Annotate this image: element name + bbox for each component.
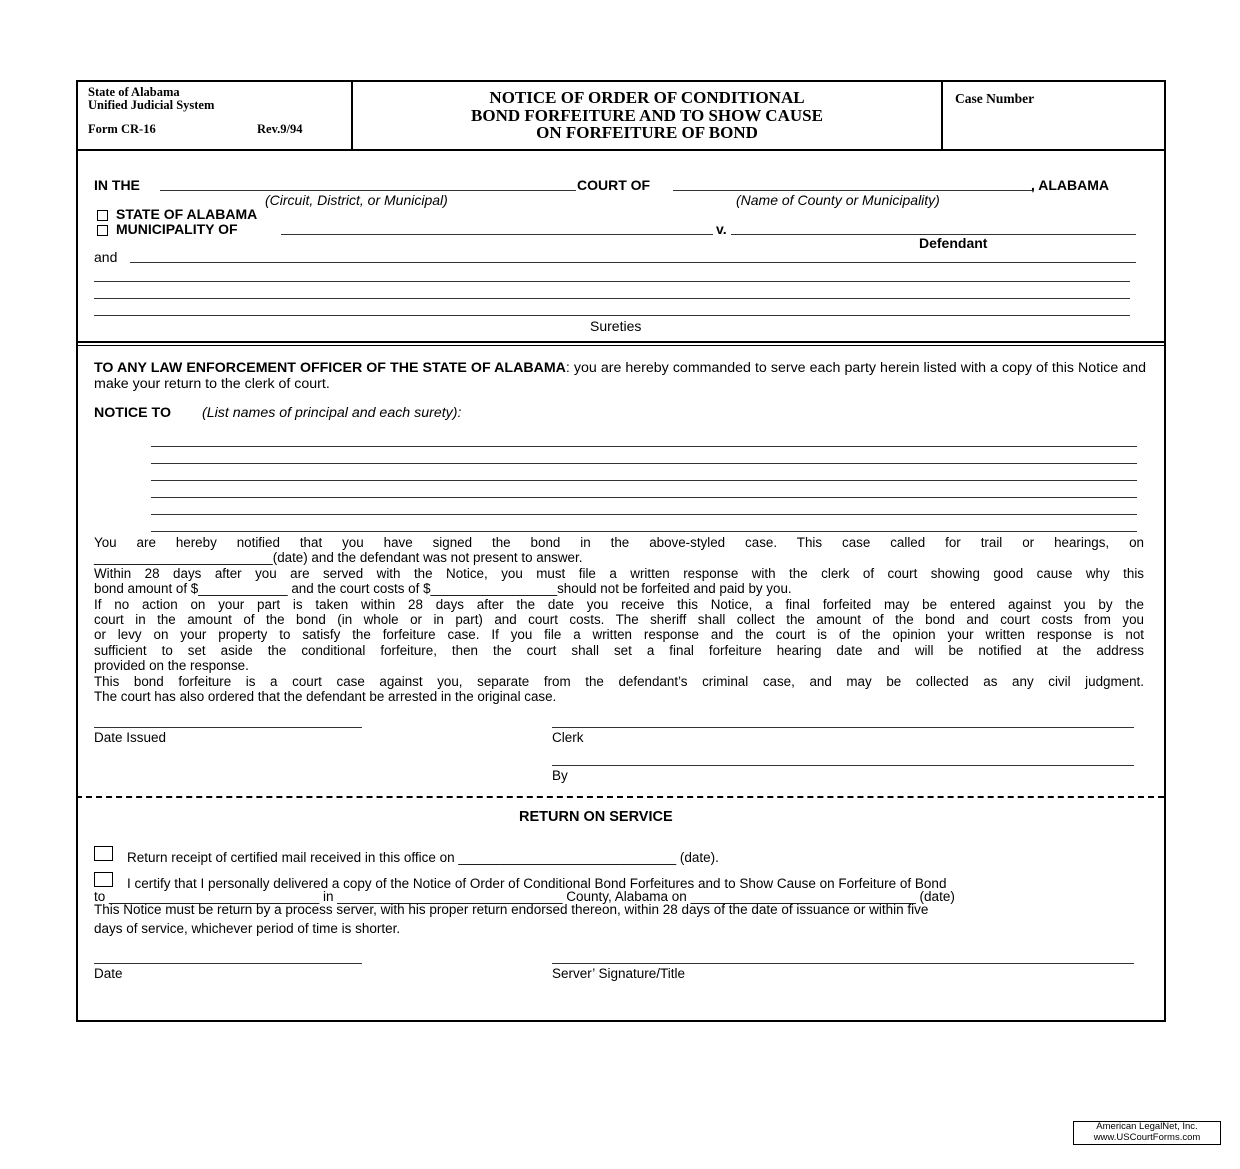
publisher-badge [1073,1121,1221,1145]
versus-label: v. [716,221,727,237]
body-line-1a: You are hereby notified that you have signed the bond in the above-styled case. This case called for trail or hearings, on [94,535,1144,550]
court-type-hint: (Circuit, District, or Municipal) [265,192,448,208]
notice-body [94,535,1144,704]
defendant-label: Defendant [919,235,988,251]
and-label: and [94,249,118,265]
in-the-label: IN THE [94,177,140,193]
header-bottom-rule [76,149,1164,151]
personal-delivery-checkbox[interactable] [94,872,113,887]
notice-name-field-4[interactable] [151,497,1137,498]
server-signature-field[interactable] [552,963,1134,964]
caption-bottom-rule [76,341,1164,343]
surety-field-4[interactable] [94,315,1130,316]
municipality-field[interactable] [281,234,713,235]
form-title [353,89,941,142]
by-label: By [552,768,568,783]
surety-field-1[interactable] [130,262,1136,263]
state-label: State of Alabama [88,85,180,99]
personal-delivery-text: I certify that I personally delivered a copy of the Notice of Order of Conditional Bond Forfeitures and to Show Cause on Forfeiture of Bond [127,876,947,891]
return-date-label: Date [94,966,123,981]
clerk-signature-field[interactable] [552,727,1134,728]
command-lead: TO ANY LAW ENFORCEMENT OFFICER OF THE STATE OF ALABAMA [94,360,566,376]
body-line-3d: sufficient to set aside the conditional forfeiture, then the court shall set a final forfeiture hearing date and will be notified at the address [94,642,1144,658]
surety-field-3[interactable] [94,298,1130,299]
header-divider-right [941,80,943,150]
return-instruction-1: This Notice must be return by a process server, with his proper return endorsed thereon, within 28 days of the date of issuance or within five [94,902,929,917]
body-line-3c: or levy on your property to satisfy the forfeiture case. If you file a written response and the court is of the opinion your written response is not [94,627,1144,643]
court-of-label: COURT OF [577,177,651,193]
date-issued-label: Date Issued [94,730,167,745]
certified-mail-text: Return receipt of certified mail received in this office on _____________________________ (date). [127,850,719,865]
county-field[interactable] [673,190,1033,191]
body-line-4a: This bond forfeiture is a court case against you, separate from the defendant’s criminal case, and may be collected as any civil judgment. [94,673,1144,689]
by-signature-field[interactable] [552,765,1134,766]
title-line-3: ON FORFEITURE OF BOND [536,123,758,142]
notice-name-field-6[interactable] [151,531,1137,532]
clerk-label: Clerk [552,730,584,745]
publisher-name: American LegalNet, Inc. [1096,1121,1198,1132]
personal-delivery-to-line: to ____________________________ in ______________________________ County, Alabama on ______________________________ (date) [94,889,955,904]
command-text: : you are hereby commanded to serve each party herein listed with a copy of this Notice and make your return to the clerk of court. [94,360,1147,392]
case-number-label: Case Number [955,91,1035,106]
county-hint: (Name of County or Municipality) [736,192,940,208]
revision: Rev.9/94 [257,122,303,136]
title-line-2: BOND FORFEITURE AND TO SHOW CAUSE [471,105,823,125]
date-issued-field[interactable] [94,727,362,728]
body-line-3a: If no action on your part is taken within 28 days after the date you receive this Notice, a final forfeited may be entered against you by the [94,596,1144,612]
notice-name-field-5[interactable] [151,514,1137,515]
court-type-field[interactable] [160,190,576,191]
notice-name-field-3[interactable] [151,480,1137,481]
municipality-checkbox[interactable] [97,225,108,236]
server-signature-label: Server’ Signature/Title [552,966,686,981]
return-date-field[interactable] [94,963,362,964]
body-line-2a: Within 28 days after you are served with the Notice, you must file a written response with the clerk of court showing good cause why this [94,565,1144,581]
state-checkbox[interactable] [97,210,108,221]
body-line-2b: bond amount of $____________ and the court costs of $_________________should not be forfeited and paid by you. [94,581,792,597]
notice-to-hint: (List names of principal and each surety): [202,405,462,421]
body-line-3b: court in the amount of the bond (in whole or in part) and court costs. The sheriff shall collect the amount of the bond and court costs from you [94,612,1144,628]
municipality-option-label: MUNICIPALITY OF [116,221,238,237]
form-number: Form CR-16 [88,122,156,136]
surety-field-2[interactable] [94,281,1130,282]
system-label: Unified Judicial System [88,98,215,112]
body-line-3e: provided on the response. [94,658,249,674]
return-instruction-2: days of service, whichever period of time is shorter. [94,921,401,936]
alabama-label: , ALABAMA [1031,177,1110,193]
notice-name-field-1[interactable] [151,446,1137,447]
caption-bottom-rule-2 [76,345,1164,346]
notice-to-label: NOTICE TO [94,405,171,421]
title-line-1: NOTICE OF ORDER OF CONDITIONAL [489,88,805,107]
return-heading: RETURN ON SERVICE [519,809,673,825]
publisher-url: www.USCourtForms.com [1093,1131,1201,1143]
body-line-4b: The court has also ordered that the defendant be arrested in the original case. [94,689,557,705]
certified-mail-checkbox[interactable] [94,846,113,861]
notice-name-field-2[interactable] [151,463,1137,464]
body-line-1b: ________________________(date) and the defendant was not present to answer. [94,550,583,566]
command-paragraph [94,361,1146,392]
state-option-label: STATE OF ALABAMA [116,206,258,222]
sureties-label: Sureties [590,318,642,334]
dashed-separator [76,796,1164,798]
